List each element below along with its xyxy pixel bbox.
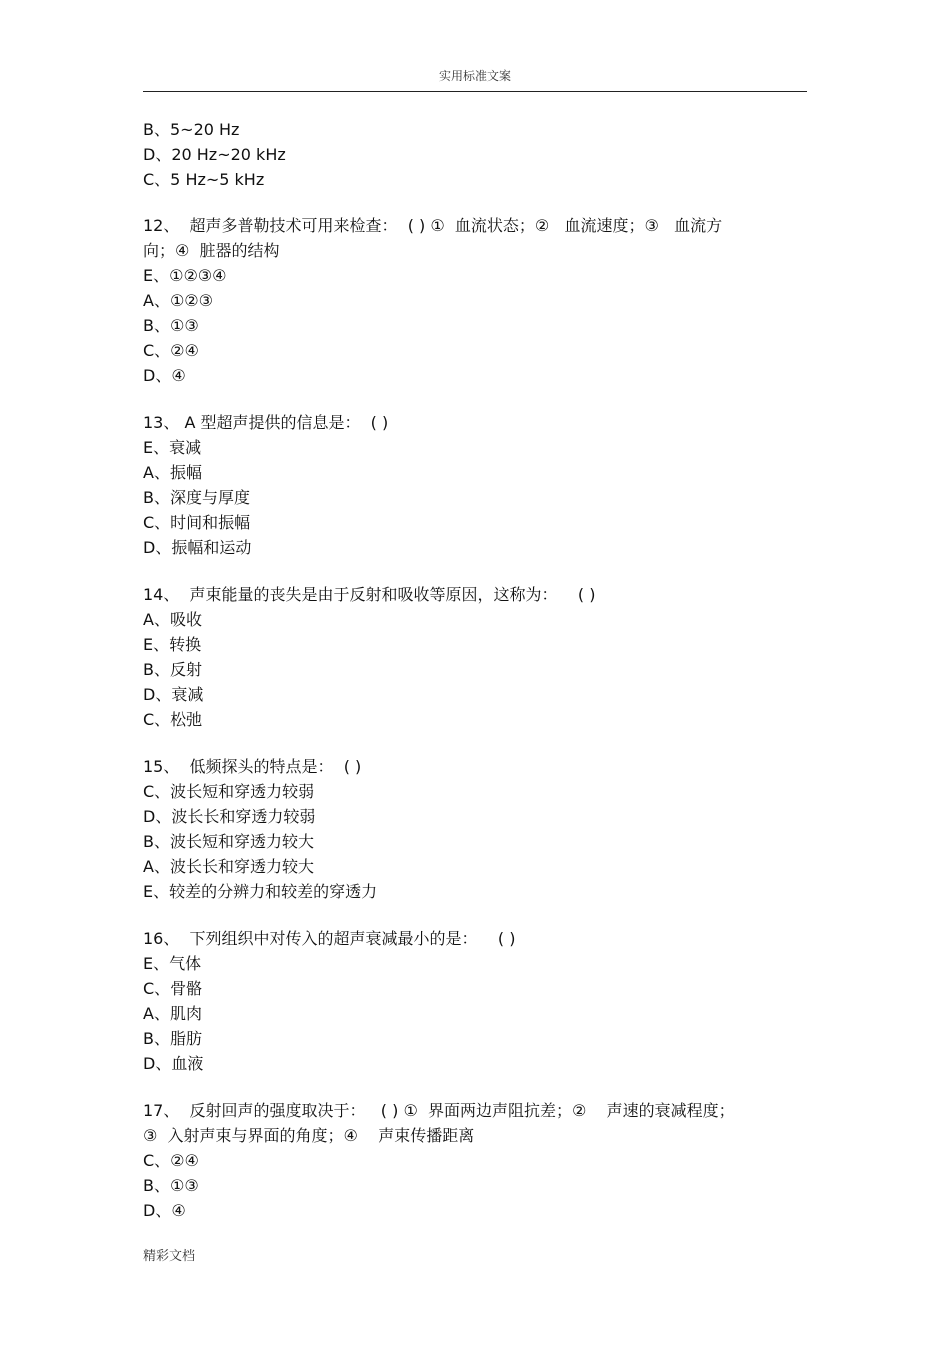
answer-option: D、④: [143, 1201, 186, 1220]
answer-option: B、脂肪: [143, 1029, 202, 1048]
answer-option: C、波长短和穿透力较弱: [143, 782, 315, 801]
answer-option: E、衰减: [143, 438, 202, 457]
question-16: 16、 下列组织中对传入的超声衰减最小的是： ( ): [143, 929, 516, 948]
header-title: 实用标准文案: [438, 69, 511, 83]
answer-option: C、②④: [143, 341, 199, 360]
question-17-continued: ③ 入射声束与界面的角度；④ 声束传播距离: [143, 1126, 475, 1145]
answer-option: B、①③: [143, 316, 199, 335]
question-17: 17、 反射回声的强度取决于： ( ) ① 界面两边声阻抗差；② 声速的衰减程度；: [143, 1101, 735, 1120]
question-14: 14、 声束能量的丧失是由于反射和吸收等原因，这称为： ( ): [143, 585, 596, 604]
answer-option: D、④: [143, 366, 186, 385]
answer-option: A、吸收: [143, 610, 202, 629]
answer-option: E、较差的分辨力和较差的穿透力: [143, 882, 378, 901]
answer-option: E、气体: [143, 954, 202, 973]
answer-option: C、5 Hz~5 kHz: [143, 170, 265, 189]
answer-option: A、①②③: [143, 291, 213, 310]
answer-option: C、骨骼: [143, 979, 203, 998]
answer-option: A、振幅: [143, 463, 202, 482]
question-12: 12、 超声多普勒技术可用来检查： ( ) ① 血流状态；② 血流速度；③ 血流方: [143, 216, 723, 235]
answer-option: C、②④: [143, 1151, 199, 1170]
answer-option: D、振幅和运动: [143, 538, 252, 557]
answer-option: B、波长短和穿透力较大: [143, 832, 314, 851]
answer-option: B、①③: [143, 1176, 199, 1195]
answer-option: D、波长长和穿透力较弱: [143, 807, 316, 826]
answer-option: D、衰减: [143, 685, 204, 704]
question-15: 15、 低频探头的特点是： ( ): [143, 757, 362, 776]
answer-option: D、20 Hz~20 kHz: [143, 145, 286, 164]
answer-option: A、肌肉: [143, 1004, 202, 1023]
answer-option: E、①②③④: [143, 266, 227, 285]
answer-option: D、血液: [143, 1054, 204, 1073]
answer-option: C、松弛: [143, 710, 203, 729]
page-footer: 精彩文档: [143, 1249, 196, 1264]
answer-option: B、5~20 Hz: [143, 120, 240, 139]
answer-option: E、转换: [143, 635, 202, 654]
answer-option: B、反射: [143, 660, 202, 679]
page-header: [143, 66, 807, 92]
answer-option: B、深度与厚度: [143, 488, 250, 507]
answer-option: C、时间和振幅: [143, 513, 251, 532]
answer-option: A、波长长和穿透力较大: [143, 857, 314, 876]
question-12-continued: 向；④ 脏器的结构: [143, 241, 280, 260]
question-13: 13、 A 型超声提供的信息是： ( ): [143, 413, 389, 432]
